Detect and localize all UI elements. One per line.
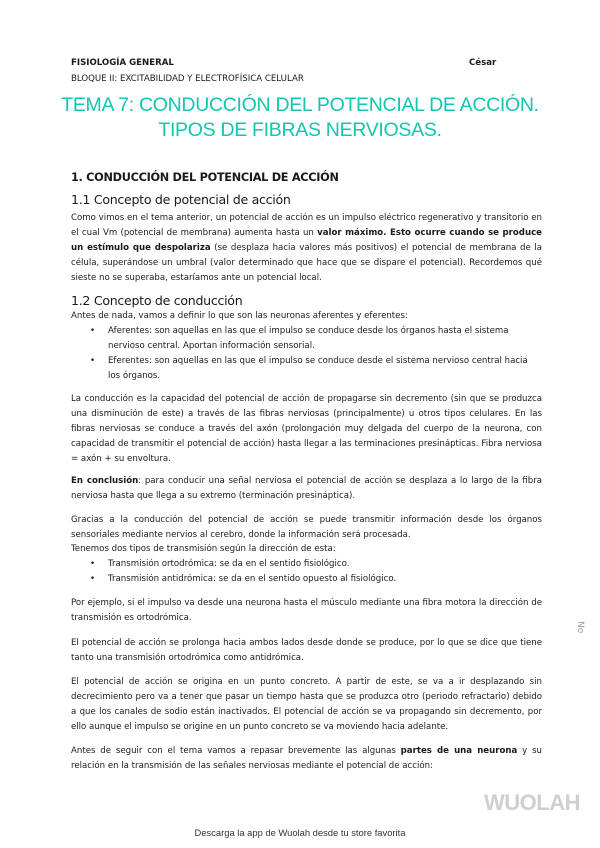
list-item: • Eferentes: son aquellas en las que el impulso se conduce desde el sistema nervioso central hacia los órganos. (90, 356, 528, 381)
paragraph-conclusion: En conclusión: para conducir una señal nerviosa el potencial de acción se desplaza a lo largo de la fibra nerviosa hasta que llega a su extremo (terminación presináptica). (71, 476, 542, 501)
wuolah-logo: WUOLAH (484, 790, 580, 815)
paragraph-prolonga: El potencial de acción se prolonga hacia ambos lados desde donde se produce, por lo que se dice que tiene tanto una transmisión ortodrómica como antidrómica. (71, 638, 542, 663)
paragraph-antes: Antes de seguir con el tema vamos a repasar brevemente las algunas partes de una neurona y su relación en la transmisión de las señales nerviosas mediante el potencial de acción: (71, 746, 543, 771)
paragraph-origina: El potencial de acción se origina en un punto concreto. A partir de este, se va a ir desplazando sin decrecimiento pero va a tener que pasar un tiempo hasta que se produzca otro (periodo refractario) debido a que los canales de sodio están inactivados. El potencial de acción se va propagando sin decremento, por ello aunque el impulso se origine en un punto concreto se va moviendo hacia adelante. (71, 677, 542, 732)
paragraph-ejemplo: Por ejemplo, si el impulso va desde una neurona hasta el músculo mediante una fibra motora la dirección de transmisión es ortodrómica. (71, 598, 542, 623)
course-name: FISIOLOGÍA GENERAL (71, 58, 174, 68)
transmission-list (71, 557, 542, 587)
section-heading-1-1: 1.1 Concepto de potencial de acción (71, 192, 291, 207)
paragraph-conduccion: La conducción es la capacidad del potencial de acción de propagarse sin decremento (sin que se produzca una disminución de este) a través de las fibras nerviosas (principalmente) u otros tipos celulares. En las fibras nerviosas se conduce a través del axón (prolongación muy delgada del cuerpo de la neurona, con capacidad de transmitir el potencial de acción) hasta llegar a las terminaciones presinápticas. Fibra nerviosa = axón + su envoltura. (71, 394, 542, 464)
list-item: • Transmisión antidrómica: se da en el sentido opuesto al fisiológico. (90, 574, 397, 584)
footer-text: Descarga la app de Wuolah desde tu store favorita (194, 827, 406, 838)
paragraph-intro: Antes de nada, vamos a definir lo que son las neuronas aferentes y eferentes: (71, 311, 408, 321)
section-heading-1-2: 1.2 Concepto de conducción (71, 293, 243, 308)
side-label: No (575, 621, 585, 634)
page-title: TEMA 7: CONDUCCIÓN DEL POTENCIAL DE ACCIÓN. TIPOS DE FIBRAS NERVIOSAS. (61, 94, 539, 141)
list-item: • Transmisión ortodrómica: se da en el sentido fisiológico. (90, 559, 350, 569)
paragraph-gracias: Gracias a la conducción del potencial de acción se puede transmitir información desde los órganos sensoriales mediante nervios al cerebro, donde la información será procesada. (71, 515, 542, 540)
paragraph-tipos: Tenemos dos tipos de transmisión según la dirección de esta: (71, 544, 336, 554)
list-item: • Aferentes: son aquellas en las que el impulso se conduce desde los órganos hasta el sistema nervioso central. Aportan información sensorial. (90, 326, 509, 351)
paragraph-potencial: Como vimos en el tema anterior, un potencial de acción es un impulso eléctrico regenerativo y transitorio en el cual Vm (potencial de membrana) aumenta hasta un valor máximo. Esto ocurre cuando se produce un estímulo que despolariza (se desplaza hacia valores más positivos) el potencial de membrana de la célula, superándose un umbral (valor determinado que hace que se dispare el potencial). Recordemos qué sieste no se superaba, estaríamos ante un potencial local. (71, 213, 542, 283)
block-title: BLOQUE II: EXCITABILIDAD Y ELECTROFÍSICA CELULAR (71, 74, 304, 84)
author-name: César (469, 58, 497, 68)
section-heading-1: 1. CONDUCCIÓN DEL POTENCIAL DE ACCIÓN (71, 171, 339, 184)
neuron-types-list (71, 324, 542, 384)
